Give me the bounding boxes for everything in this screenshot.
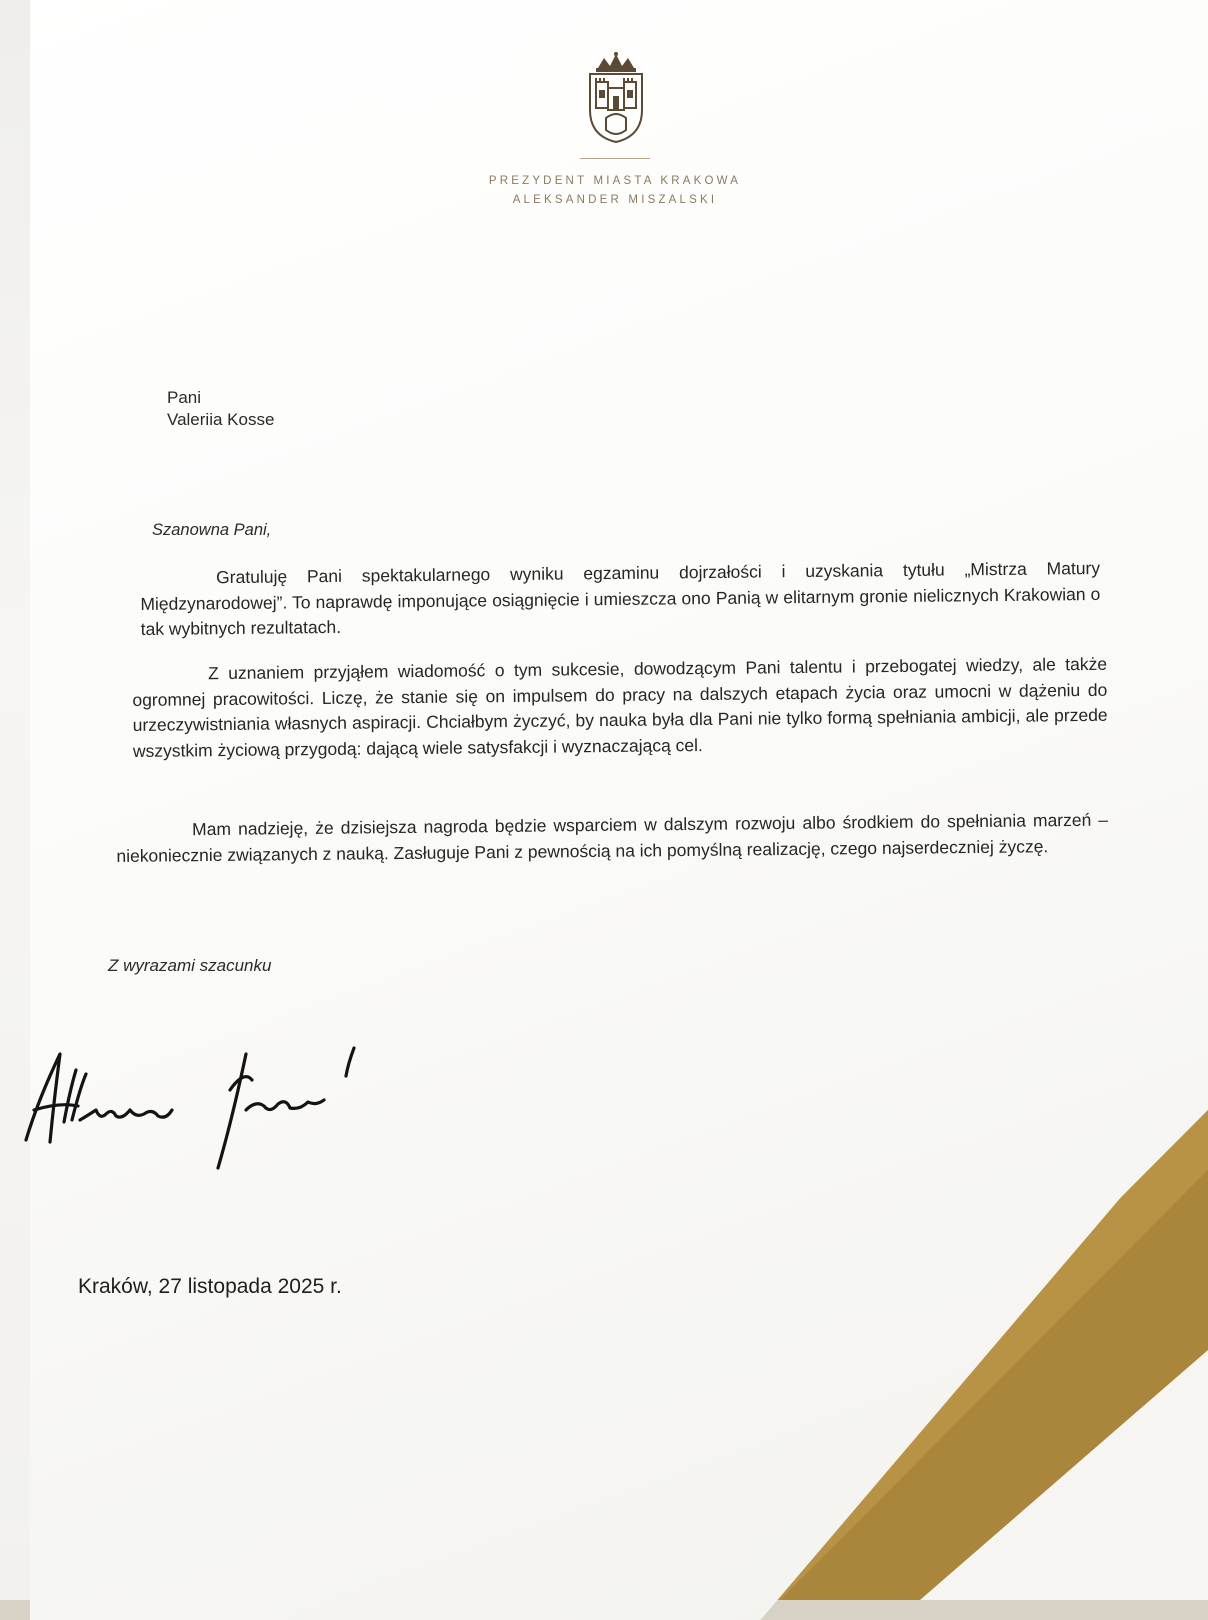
recipient-name: Valeriia Kosse — [167, 410, 275, 429]
krakow-coat-of-arms-icon — [580, 52, 652, 144]
office-holder-name: ALEKSANDER MISZALSKI — [512, 194, 718, 206]
letter-paragraph: Z uznaniem przyjąłem wiadomość o tym sukcesie, dowodzącym Pani talentu i przebogatej wiedzy, ale także ogromnej pracowitości. Liczę, że stanie się on impulsem do pracy na dalszych etapach życia oraz umocni w dążeniu do urzeczywistniania własnych aspiracji. Chciałbym życzyć, by nauka była dla Pani nie tylko formą spełniania ambicji, ale przede wszystkim życiową przygodą: dającą wiele satysfakcji i wyznaczającą cel. — [132, 653, 1108, 761]
salutation: Szanowna Pani, — [152, 521, 272, 539]
handwritten-signature-icon — [20, 1030, 380, 1200]
closing-phrase: Z wyrazami szacunku — [108, 956, 272, 975]
recipient-title: Pani — [167, 388, 202, 407]
office-title: PREZYDENT MIASTA KRAKOWA — [488, 175, 742, 187]
recipient-block — [167, 387, 274, 431]
letter-date: Kraków, 27 listopada 2025 r. — [78, 1275, 342, 1298]
letter-paragraph: Mam nadzieję, że dzisiejsza nagroda będzie wsparciem w dalszym rozwoju albo środkiem do spełniania marzeń – niekoniecznie związanych z nauką. Zasługuje Pani z pewnością na ich pomyślną realizację, czego najserdeczniej życzę. — [116, 809, 1109, 866]
letter-paragraph: Gratuluję Pani spektakularnego wyniku egzaminu dojrzałości i uzyskania tytułu „Mistrza Matury Międzynarodowej”. To naprawdę imponujące osiągnięcie i umieszcza ono Panią w elitarnym gronie nielicznych Krakowian o tak wybitnych rezultatach. — [140, 557, 1101, 639]
header-divider — [580, 158, 650, 159]
